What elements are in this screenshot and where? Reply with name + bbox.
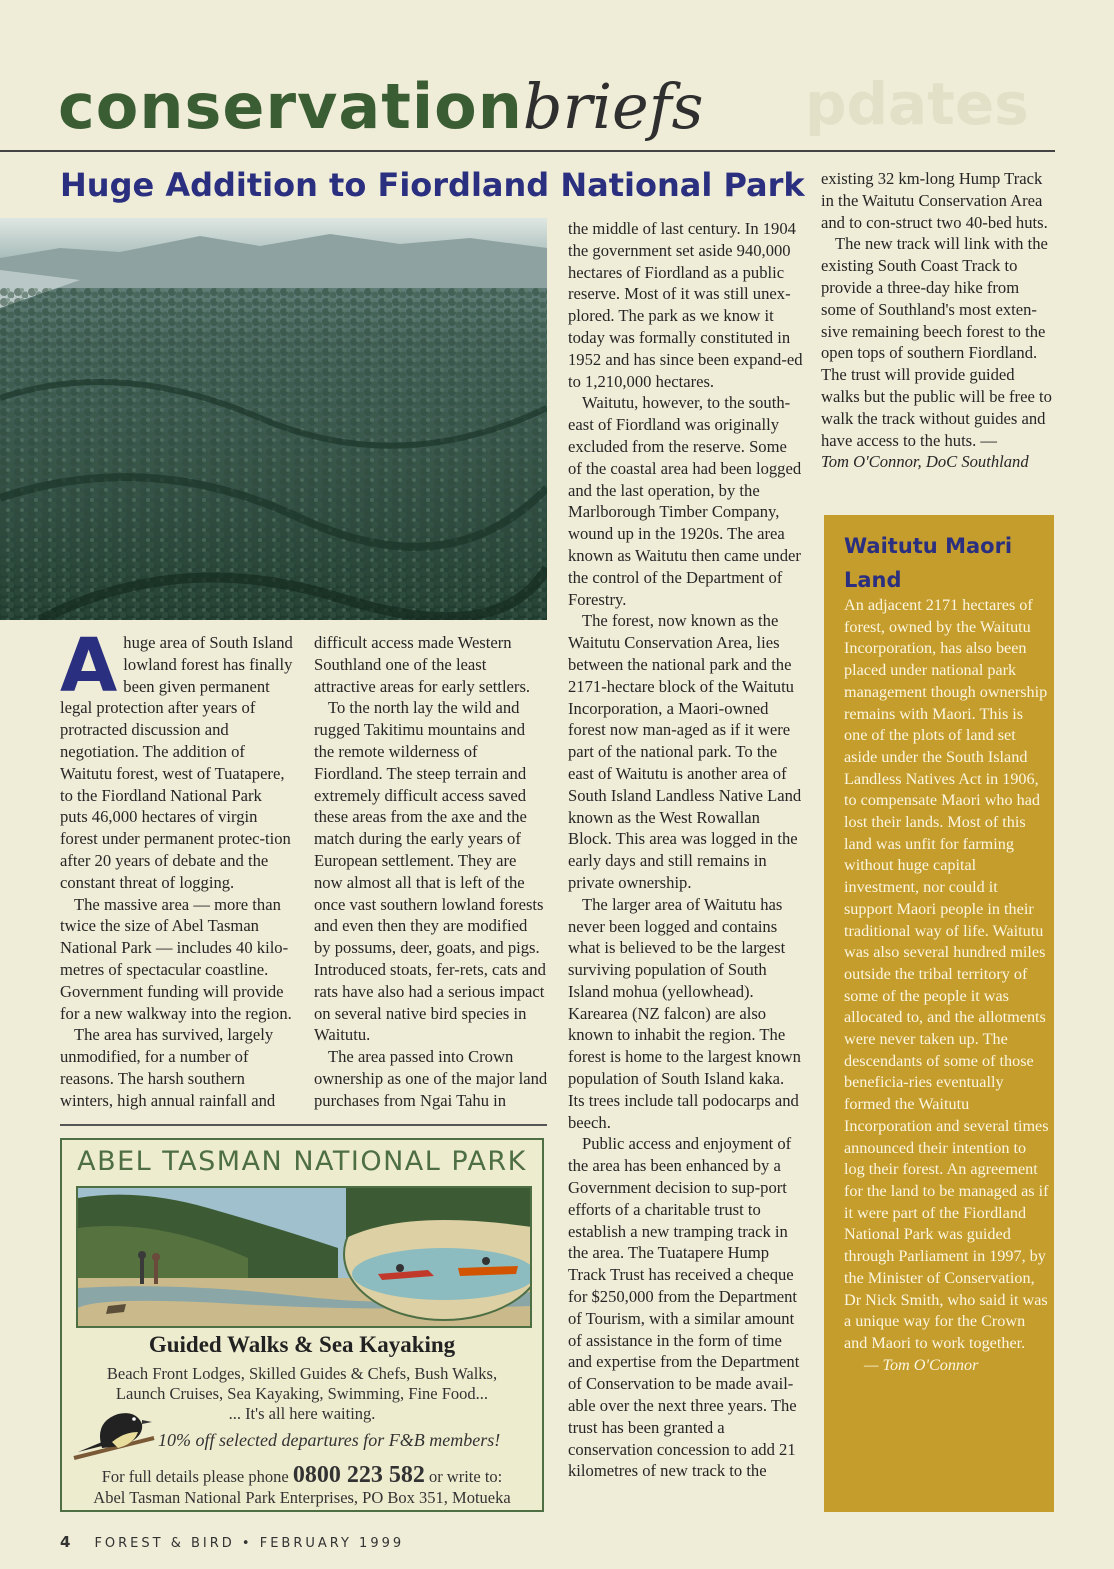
paragraph: Public access and enjoyment of the area has been enhanced by a Government decision to sup-port efforts of a charitable trust to establish a new tramping track in the area. The Tuatapere Hump Track Trust has received a cheque for $250,000 from the Department of Tourism, with a similar amount of assistance in the form of time and expertise from the Department of Conservation to be made avail-able over the next three years. The trust has been granted a conservation concession to add 21 kilometres of new track to the xyxy=(568,1134,800,1481)
ad-phone-number: 0800 223 582 xyxy=(292,1462,425,1488)
paragraph: The new track will link with the existing South Coast Track to provide a three-day hike from some of Southland's most exten-sive remaining beech forest to the open tops of southern Fiordland. The trust will provide guided walks but the public will be free to walk the track without guides and have access to the huts. — xyxy=(821,234,1052,450)
paragraph: The area has survived, largely unmodified, for a number of reasons. The harsh southern winters, high annual rainfall and xyxy=(60,1025,276,1110)
article-column-2 xyxy=(314,632,548,1112)
ad-address: Abel Tasman National Park Enterprises, PO Box 351, Motueka xyxy=(93,1488,511,1507)
publication-line: FOREST & BIRD • FEBRUARY 1999 xyxy=(94,1536,405,1551)
paragraph-text: huge area of South Island lowland forest has finally been given permanent legal protection after years of protracted discussion and negotiation. The addition of Waitutu forest, west of Tuatapere, to the Fiordland National Park puts 46,000 hectares of virgin forest under permanent protec-tion after 20 years of debate and the constant threat of logging. xyxy=(60,633,293,892)
paragraph: To the north lay the wild and rugged Takitimu mountains and the remote wilderness of Fiordland. The steep terrain and extremely difficult access saved these areas from the axe and the match during the early years of European settlement. They are now almost all that is left of the once vast southern lowland forests and even then they are modified by possums, deer, goats, and pigs. Introduced stoats, fer-rets, cats and rats have also had a serious impact on several native bird species in Waitutu. xyxy=(314,698,546,1045)
sidebar-body xyxy=(844,595,1050,1376)
article-column-4 xyxy=(821,168,1057,473)
paragraph: The area passed into Crown ownership as one of the major land purchases from Ngai Tahu in xyxy=(314,1047,548,1110)
paragraph: existing 32 km-long Hump Track in the Waitutu Conservation Area and to con-struct two 40-bed huts. xyxy=(821,169,1048,232)
sidebar-text: An adjacent 2171 hectares of forest, owned by the Waitutu Incorporation, has also been placed under national park management though ownership remains with Maori. This is one of the plots of land set aside under the South Island Landless Natives Act in 1906, to compensate Maori who had lost their lands. Most of this land was unfit for farming without huge capital investment, nor could it support Maori people in their traditional way of life. Waitutu was also several hundred miles outside the tribal territory of some of the people it was allocated to, and the allotments were never taken up. The descendants of some of those beneficia-ries eventually formed the Waitutu Incorporation and several times announced their intention to log their forest. An agreement for the land to be managed as if it were part of the Fiordland National Park was guided through Parliament in 1997, by the Minister of Conservation, Dr Nick Smith, who said it was a unique way for the Crown and Maori to work together. xyxy=(844,596,1049,1352)
show-through-text: pdates xyxy=(805,70,1029,138)
article-byline: Tom O'Connor, DoC Southland xyxy=(821,452,1029,472)
ad-offer: 10% off selected departures for F&B members! xyxy=(158,1430,501,1450)
paragraph: the middle of last century. In 1904 the government set aside 940,000 hectares of Fiordland as a public reserve. Most of it was still unex-plored. The park as we know it today was formally constituted in 1952 and has since been expand-ed to 1,210,000 hectares. xyxy=(568,219,803,391)
paragraph: difficult access made Western Southland one of the least attractive areas for early settlers. xyxy=(314,633,531,696)
ad-phone-prefix: For full details please phone xyxy=(101,1467,289,1486)
sidebar-byline: — Tom O'Connor xyxy=(864,1355,979,1374)
paragraph: The larger area of Waitutu has never been logged and contains what is believed to be the largest surviving population of South Island mohua (yellowhead). Karearea (NZ falcon) are also known to inhabit the region. The forest is home to the largest known population of South Island kaka. Its trees include tall podocarps and beech. xyxy=(568,894,801,1132)
tomtit-bird-illustration xyxy=(72,1402,156,1467)
forest-aerial-photo xyxy=(0,218,547,620)
paragraph: Waitutu, however, to the south-east of Fiordland was originally excluded from the reserve. Some of the coastal area had been logged and the last operation, by the Marlborough Timber Company, wound up in the 1920s. The area known as Waitutu then came under the control of the Department of Forestry. xyxy=(568,393,802,609)
ad-rule xyxy=(60,1124,547,1126)
masthead-rule xyxy=(0,150,1055,152)
drop-cap: A xyxy=(60,623,118,709)
ad-line-3: ... It's all here waiting. xyxy=(228,1404,376,1423)
ad-headline: Guided Walks & Sea Kayaking xyxy=(148,1332,456,1357)
ad-phone-suffix: or write to: xyxy=(428,1467,503,1486)
advertisement xyxy=(60,1138,544,1512)
ad-line-2: Launch Cruises, Sea Kayaking, Swimming, Fine Food... xyxy=(115,1384,489,1403)
masthead-briefs: briefs xyxy=(522,70,704,143)
article-column-1 xyxy=(60,623,293,1112)
article-headline: Huge Addition to Fiordland National Park xyxy=(60,166,805,204)
paragraph: The massive area — more than twice the size of Abel Tasman National Park — includes 40 kilo-metres of spectacular coastline. Government funding will provide for a new walkway into the region. xyxy=(60,894,292,1023)
section-masthead xyxy=(58,70,704,150)
ad-line-1: Beach Front Lodges, Skilled Guides & Chefs, Bush Walks, xyxy=(106,1364,498,1383)
ad-title: ABEL TASMAN NATIONAL PARK xyxy=(77,1146,527,1177)
paragraph xyxy=(60,623,293,894)
page-footer xyxy=(60,1533,404,1551)
article-column-3 xyxy=(568,218,804,1482)
page-number: 4 xyxy=(60,1533,71,1551)
sidebar-title: Waitutu Maori Land xyxy=(844,534,1013,592)
ad-phone-line xyxy=(62,1462,542,1489)
sidebar-box xyxy=(824,515,1054,1512)
paragraph: The forest, now known as the Waitutu Conservation Area, lies between the national park and the 2171-hectare block of the Waitutu Incorporation, a Maori-owned forest now man-aged as if it were part of the national park. To the east of Waitutu is another area of South Island Landless Native Land known as the West Rowallan Block. This area was logged in the early days and still remains in private ownership. xyxy=(568,611,802,892)
beach-kayak-photo xyxy=(76,1186,532,1328)
masthead-conservation: conservation xyxy=(58,70,523,143)
